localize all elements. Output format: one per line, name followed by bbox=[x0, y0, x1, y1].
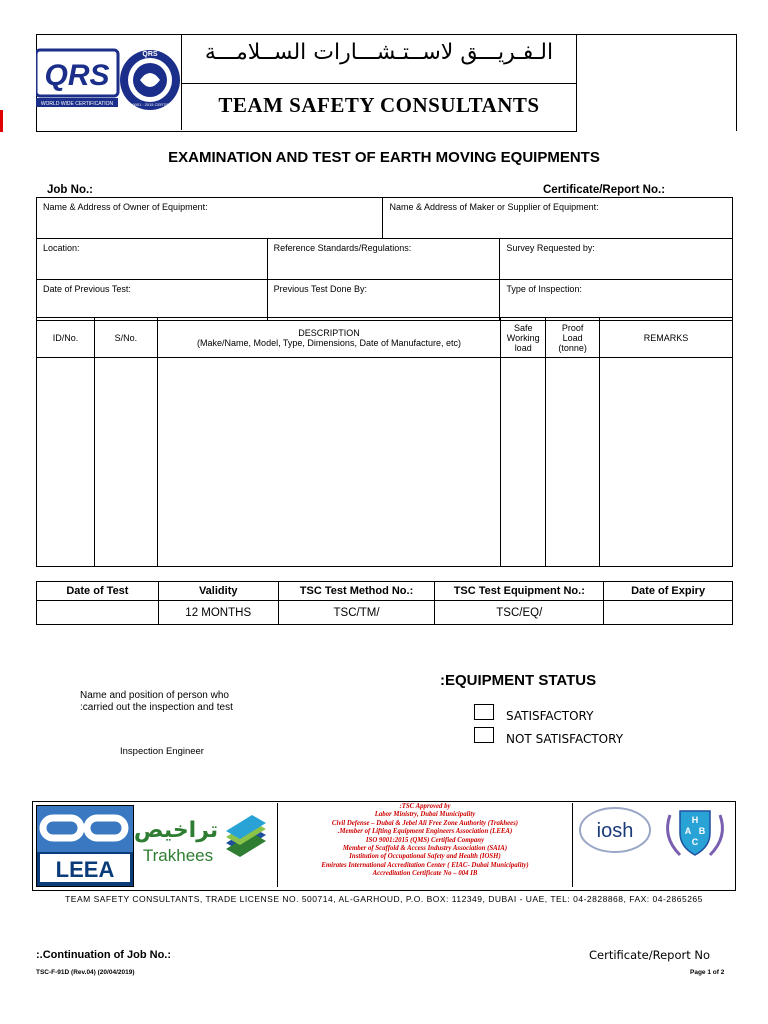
seal-text: QRS bbox=[142, 51, 158, 58]
form-number: TSC-F-91D (Rev.04) (20/04/2019) bbox=[36, 969, 135, 976]
desc-subtitle: (Make/Name, Model, Type, Dimensions, Date of Manufacture, etc) bbox=[197, 337, 461, 348]
reference-label: Reference Standards/Regulations: bbox=[273, 243, 412, 253]
sno-cell[interactable] bbox=[94, 358, 157, 567]
swl-line-2: Working bbox=[506, 332, 540, 343]
person-label-line-1: Name and position of person who bbox=[80, 690, 229, 701]
swl-line-1: Safe bbox=[513, 322, 533, 333]
iosh-text: iosh bbox=[596, 820, 634, 842]
inspection-type-label: Type of Inspection: bbox=[506, 284, 582, 294]
satisfactory-checkbox[interactable] bbox=[474, 704, 494, 720]
trakhees-text: Trakhees bbox=[142, 846, 214, 865]
habc-letter-b: B bbox=[698, 826, 706, 836]
col-description bbox=[157, 318, 500, 358]
not-satisfactory-checkbox[interactable] bbox=[474, 727, 494, 743]
inspection-engineer: Inspection Engineer bbox=[120, 746, 204, 757]
logo-text: QRS bbox=[44, 59, 110, 92]
maker-field[interactable] bbox=[383, 198, 733, 239]
method-cell[interactable]: TSC/TM/ bbox=[278, 601, 435, 625]
accred-line: ISO 9001:2015 (QMS) Certified Company bbox=[365, 836, 485, 844]
page-title: EXAMINATION AND TEST OF EARTH MOVING EQUIPMENTS bbox=[168, 149, 600, 166]
desc-title: DESCRIPTION bbox=[298, 327, 360, 338]
habc-letter-h: H bbox=[691, 815, 699, 825]
proof-cell[interactable] bbox=[546, 358, 600, 567]
proof-line-1: Proof bbox=[561, 322, 584, 333]
trakhees-arabic: تراخيص bbox=[134, 818, 219, 843]
survey-field[interactable] bbox=[500, 239, 733, 280]
accred-line: :TSC Approved by bbox=[399, 803, 451, 810]
swl-cell[interactable] bbox=[501, 358, 546, 567]
leea-logo bbox=[36, 805, 134, 887]
validity-cell[interactable]: 12 MONTHS bbox=[158, 601, 278, 625]
qrs-logo bbox=[36, 34, 182, 130]
swl-line-3: load bbox=[514, 342, 532, 353]
owner-label: Name & Address of Owner of Equipment: bbox=[43, 202, 208, 212]
equipment-cell[interactable]: TSC/EQ/ bbox=[435, 601, 604, 625]
validity-header: Validity bbox=[158, 582, 278, 601]
date-of-test-header: Date of Test bbox=[37, 582, 159, 601]
margin-mark bbox=[0, 110, 3, 132]
accred-line: Accreditation Certificate No – 004 IB bbox=[372, 870, 478, 878]
prev-date-label: Date of Previous Test: bbox=[43, 284, 131, 294]
proof-line-2: Load bbox=[562, 332, 583, 343]
equipment-header: TSC Test Equipment No.: bbox=[435, 582, 604, 601]
expiry-header: Date of Expiry bbox=[604, 582, 733, 601]
leea-text: LEEA bbox=[55, 857, 115, 882]
header-divider bbox=[181, 83, 576, 84]
iosh-logo bbox=[578, 806, 652, 854]
date-of-test-cell[interactable] bbox=[37, 601, 159, 625]
habc-logo bbox=[660, 803, 730, 865]
equipment-status-title: :EQUIPMENT STATUS bbox=[440, 672, 597, 689]
info-table bbox=[36, 197, 733, 321]
company-name: TEAM SAFETY CONSULTANTS bbox=[218, 93, 540, 117]
col-id: ID/No. bbox=[37, 318, 95, 358]
person-label bbox=[80, 690, 233, 714]
col-swl bbox=[501, 318, 546, 358]
survey-label: Survey Requested by: bbox=[506, 243, 595, 253]
col-proof bbox=[546, 318, 600, 358]
method-header: TSC Test Method No.: bbox=[278, 582, 435, 601]
continuation-label: :.Continuation of Job No.: bbox=[36, 949, 172, 961]
equipment-table bbox=[36, 317, 733, 567]
expiry-cell[interactable] bbox=[604, 601, 733, 625]
satisfactory-label: SATISFACTORY bbox=[506, 709, 594, 723]
accred-line: Member of Scaffold & Access Industry Association (SAIA) bbox=[342, 845, 508, 853]
license-line: TEAM SAFETY CONSULTANTS, TRADE LICENSE NO. 500714, AL-GARHOUD, P.O. BOX: 112349, DUBAI - UAE, TEL: 04-2828868, FAX: 04-2865265 bbox=[65, 894, 703, 904]
accred-line: Institution of Occupational Safety and Health (IOSH) bbox=[349, 853, 501, 861]
location-field[interactable] bbox=[37, 239, 268, 280]
inspection-type-field[interactable] bbox=[500, 280, 733, 321]
accred-line: .Member of Lifting Equipment Engineers Association (LEEA) bbox=[337, 828, 513, 836]
habc-letter-a: A bbox=[684, 826, 692, 836]
col-remarks: REMARKS bbox=[600, 318, 733, 358]
seal-ring-text: ISO 9001 : 2015 CERTIFIED bbox=[124, 102, 176, 107]
logo-subtext: WORLD WIDE CERTIFICATION bbox=[40, 101, 114, 107]
cert-no-label: Certificate/Report No.: bbox=[543, 184, 666, 196]
accred-line: Civil Defense – Dubai & Jebel Ali Free Zone Authority (Trakhees) bbox=[331, 819, 519, 827]
trakhees-logo bbox=[134, 803, 276, 887]
proof-line-3: (tonne) bbox=[558, 342, 587, 353]
location-label: Location: bbox=[43, 243, 80, 253]
header-right-box bbox=[576, 34, 737, 131]
owner-field[interactable] bbox=[37, 198, 383, 239]
page-number: Page 1 of 2 bbox=[690, 969, 725, 976]
maker-label: Name & Address of Maker or Supplier of Equipment: bbox=[389, 202, 599, 212]
accred-line: Labor Ministry, Dubai Municipality bbox=[374, 811, 476, 819]
prev-date-field[interactable] bbox=[37, 280, 268, 321]
prev-by-field[interactable] bbox=[267, 280, 500, 321]
reference-field[interactable] bbox=[267, 239, 500, 280]
test-table bbox=[36, 581, 733, 625]
arabic-company-name: الـفـريـــق لاســتـشـــارات الســلامـــة bbox=[204, 40, 554, 65]
cert-report-label: Certificate/Report No bbox=[589, 948, 711, 962]
description-cell[interactable] bbox=[157, 358, 500, 567]
id-cell[interactable] bbox=[37, 358, 95, 567]
job-no-label: Job No.: bbox=[47, 184, 93, 196]
remarks-cell[interactable] bbox=[600, 358, 733, 567]
habc-letter-c: C bbox=[691, 837, 699, 847]
col-sno: S/No. bbox=[94, 318, 157, 358]
accred-line: Emirates International Accreditation Center ( EIAC- Dubai Municipality) bbox=[321, 861, 529, 869]
accreditations-block bbox=[277, 803, 573, 887]
not-satisfactory-label: NOT SATISFACTORY bbox=[506, 732, 624, 746]
prev-by-label: Previous Test Done By: bbox=[273, 284, 368, 294]
person-label-line-2: :carried out the inspection and test bbox=[80, 702, 233, 713]
